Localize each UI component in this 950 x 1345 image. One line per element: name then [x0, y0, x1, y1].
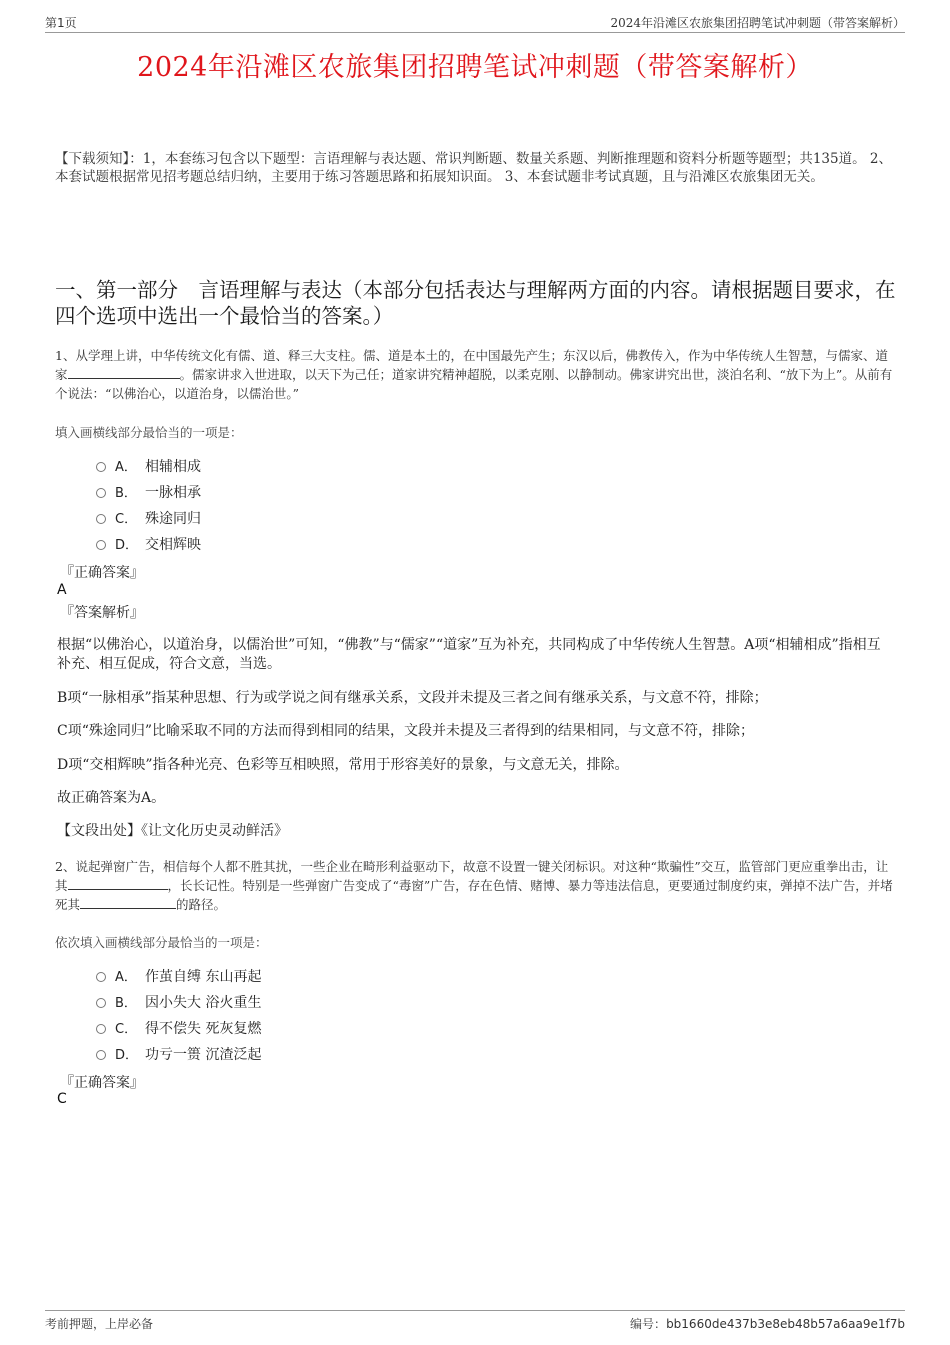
question-1-text-b: 。儒家讲求入世进取，以天下为己任；道家讲究精神超脱，以柔克刚、以静制动。佛家讲究出世，淡泊名利、“放下为上”。从前有个说法：“以佛治心，以道治身，以儒治世。” — [55, 367, 893, 401]
page-footer — [45, 1310, 905, 1333]
question-2-option-a[interactable] — [96, 966, 261, 986]
analysis-paragraph: C项“殊途同归”比喻采取不同的方法而得到相同的结果，文段并未提及三者得到的结果相同，与文意不符，排除； — [57, 723, 755, 739]
option-text: 得不偿失 死灰复燃 — [145, 1021, 262, 1037]
section-heading: 一、第一部分 言语理解与表达（本部分包括表达与理解两方面的内容。请根据题目要求，在四个选项中选出一个最恰当的答案。） — [55, 278, 896, 328]
radio-icon[interactable] — [96, 998, 106, 1008]
question-2-text-a: 2、说起弹窗广告，相信每个人都不胜其扰，一些企业在畸形利益驱动下，故意不设置一键关闭标识。对这种“欺骗性”交互，监管部门更应重拳出击，让其 — [55, 859, 889, 893]
radio-icon[interactable] — [96, 1024, 106, 1034]
source-citation: 【文段出处】《让文化历史灵动鲜活》 — [57, 823, 288, 839]
page-header — [45, 14, 905, 33]
analysis-label: 『答案解析』 — [60, 605, 144, 621]
question-2-option-b[interactable] — [96, 992, 261, 1012]
analysis-paragraph: B项“一脉相承”指某种思想、行为或学说之间有继承关系，文段并未提及三者之间有继承关系，与文意不符，排除； — [57, 690, 768, 706]
footer-code-label: 编号： — [630, 1317, 667, 1331]
option-letter: C． — [115, 1022, 138, 1037]
radio-icon[interactable] — [96, 488, 106, 498]
question-2-prompt: 依次填入画横线部分最恰当的一项是： — [55, 935, 268, 950]
analysis-paragraph: D项“交相辉映”指各种光亮、色彩等互相映照，常用于形容美好的景象，与文意无关，排除。 — [57, 757, 629, 773]
option-letter: A． — [115, 460, 137, 475]
page-title: 2024年沿滩区农旅集团招聘笔试冲刺题（带答案解析） — [137, 52, 813, 83]
correct-answer-label: 『正确答案』 — [60, 1075, 144, 1091]
analysis-conclusion: 故正确答案为A。 — [57, 790, 166, 806]
question-1-prompt: 填入画横线部分最恰当的一项是： — [55, 425, 243, 440]
question-1-text-a: 1、从学理上讲，中华传统文化有儒、道、释三大支柱。儒、道是本土的，在中国最先产生；东汉以后，佛教传入，作为中华传统人生智慧，与儒家、道家 — [55, 348, 888, 382]
option-letter: B． — [115, 486, 137, 501]
option-letter: A． — [115, 970, 137, 985]
fill-blank — [68, 365, 180, 379]
question-1-option-c[interactable] — [96, 508, 201, 528]
footer-code-value: bb1660de437b3e8eb48b57a6aa9e1f7b — [666, 1317, 905, 1331]
option-letter: D． — [115, 1048, 139, 1063]
question-2-option-d[interactable] — [96, 1044, 261, 1064]
page-number: 第1页 — [45, 16, 77, 30]
header-doc-title: 2024年沿滩区农旅集团招聘笔试冲刺题（带答案解析） — [610, 16, 905, 30]
radio-icon[interactable] — [96, 972, 106, 982]
footer-slogan: 考前押题，上岸必备 — [45, 1317, 154, 1331]
option-letter: D． — [115, 538, 139, 553]
correct-answer: A — [57, 582, 67, 598]
radio-icon[interactable] — [96, 462, 106, 472]
radio-icon[interactable] — [96, 540, 106, 550]
download-notice: 【下载须知】：1，本套练习包含以下题型：言语理解与表达题、常识判断题、数量关系题、判断推理题和资料分析题等题型；共135道。 2、本套试题根据常见招考题总结归纳，主要用于练习答题思路和拓展知识面。 3、本套试题非考试真题，且与沿滩区农旅集团无关。 — [55, 151, 892, 185]
option-text: 因小失大 浴火重生 — [145, 995, 262, 1011]
option-text: 相辅相成 — [145, 459, 201, 475]
question-2-text-c: 的路径。 — [176, 897, 227, 912]
fill-blank — [68, 876, 168, 890]
footer-code — [630, 1315, 905, 1332]
option-text: 功亏一篑 沉渣泛起 — [145, 1047, 262, 1063]
question-1-option-b[interactable] — [96, 482, 201, 502]
option-letter: B． — [115, 996, 137, 1011]
question-1-option-a[interactable] — [96, 456, 201, 476]
question-2-text-b: ，长长记性。特别是一些弹窗广告变成了“毒窗”广告，存在色情、赌博、暴力等违法信息，更要通过制度约束，弹掉不法广告，并堵死其 — [55, 878, 893, 912]
option-letter: C． — [115, 512, 138, 527]
question-1-option-d[interactable] — [96, 534, 201, 554]
option-text: 交相辉映 — [145, 537, 201, 553]
correct-answer: C — [57, 1091, 67, 1107]
option-text: 作茧自缚 东山再起 — [145, 969, 262, 985]
question-2-text — [55, 857, 900, 914]
option-text: 殊途同归 — [145, 511, 201, 527]
radio-icon[interactable] — [96, 1050, 106, 1060]
radio-icon[interactable] — [96, 514, 106, 524]
question-1-text — [55, 346, 900, 403]
option-text: 一脉相承 — [145, 485, 201, 501]
fill-blank — [80, 895, 176, 909]
analysis-paragraph: 根据“以佛治心，以道治身，以儒治世”可知，“佛教”与“儒家”“道家”互为补充，共同构成了中华传统人生智慧。A项“相辅相成”指相互补充、相互促成，符合文意，当选。 — [57, 637, 881, 672]
correct-answer-label: 『正确答案』 — [60, 565, 144, 581]
question-2-option-c[interactable] — [96, 1018, 261, 1038]
